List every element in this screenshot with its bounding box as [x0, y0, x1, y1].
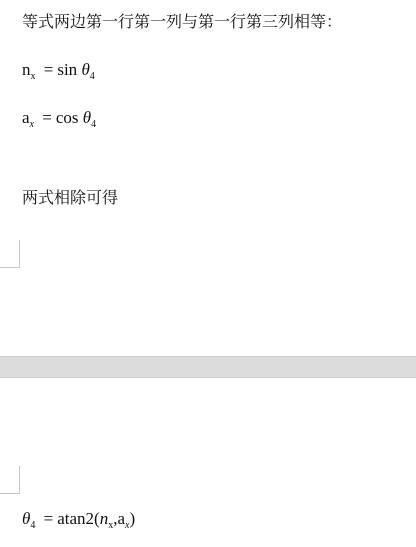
equation-nx	[22, 60, 95, 80]
theta4-arg1-subscript: x	[108, 520, 114, 531]
ax-theta: θ	[82, 108, 92, 127]
page-separator	[0, 356, 416, 378]
theta4-comma: ,	[113, 509, 118, 528]
theta4-func: atan2(	[57, 509, 100, 528]
theta4-close: )	[129, 509, 136, 528]
theta4-lhs-subscript: 4	[30, 520, 36, 531]
nx-theta-subscript: 4	[89, 71, 95, 82]
page-corner-mark	[0, 466, 20, 494]
theta4-lhs: θ	[22, 509, 31, 528]
equation-ax	[22, 108, 96, 128]
theta4-arg1: n	[99, 509, 109, 528]
ax-lhs: a	[22, 108, 30, 127]
nx-lhs-subscript: x	[30, 71, 36, 82]
nx-theta: θ	[81, 60, 90, 79]
ax-equals: =	[42, 108, 52, 127]
intro-paragraph: 等式两边第一行第一列与第一行第三列相等：	[22, 12, 343, 31]
nx-lhs: n	[22, 60, 31, 79]
nx-equals: =	[43, 60, 54, 79]
theta4-arg2-subscript: x	[124, 520, 130, 531]
page-corner-mark	[0, 240, 20, 268]
ax-theta-subscript: 4	[91, 119, 97, 130]
equation-theta4	[22, 509, 135, 529]
theta4-equals: =	[43, 509, 54, 528]
theta4-arg2: a	[117, 509, 125, 528]
ax-lhs-subscript: x	[29, 119, 34, 130]
nx-func: sin	[57, 60, 78, 79]
ax-func: cos	[55, 108, 79, 127]
divide-paragraph: 两式相除可得	[22, 188, 119, 207]
